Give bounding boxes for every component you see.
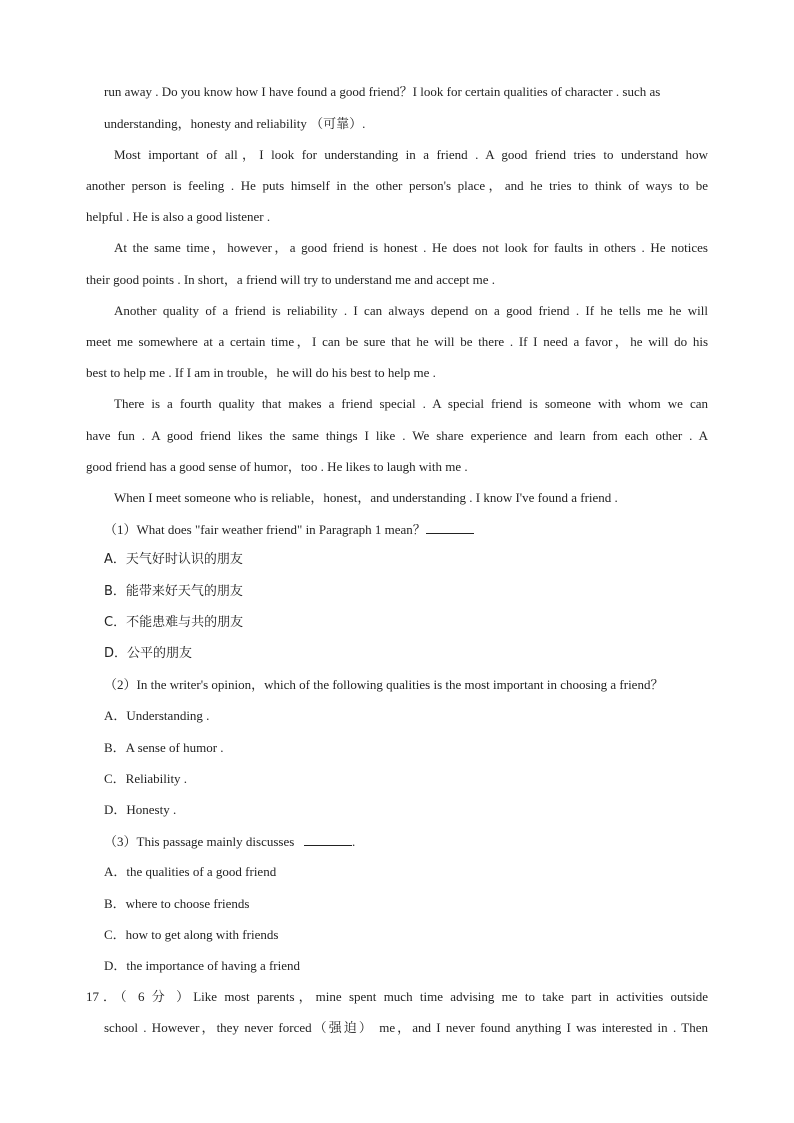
passage-line: run away . Do you know how I have found a good friend？I look for certain qualities of character . such as bbox=[104, 84, 661, 99]
passage-line: have fun . A good friend likes the same things I like . We share experience and learn from each other . A bbox=[86, 428, 708, 443]
answer-option: D．Honesty . bbox=[104, 802, 177, 817]
answer-option: B．where to choose friends bbox=[104, 896, 250, 911]
answer-option: C．how to get along with friends bbox=[104, 927, 279, 942]
answer-option: B．能带来好天气的朋友 bbox=[104, 584, 243, 599]
answer-option: C．不能患难与共的朋友 bbox=[104, 615, 244, 630]
answer-blank bbox=[304, 833, 352, 846]
passage-line: helpful . He is also a good listener . bbox=[86, 209, 271, 224]
question-stem: （3）This passage mainly discusses . bbox=[104, 834, 356, 849]
passage-line: At the same time，however，a good friend is honest . He does not look for faults in others . He notices bbox=[114, 240, 708, 255]
passage-line: meet me somewhere at a certain time，I can be sure that he will be there . If I need a favor，he will do his bbox=[86, 334, 708, 349]
passage-line: Another quality of a friend is reliability . I can always depend on a good friend . If he tells me he will bbox=[114, 303, 708, 318]
passage-line: There is a fourth quality that makes a friend special . A special friend is someone with whom we can bbox=[114, 396, 708, 411]
question-stem: （1）What does "fair weather friend" in Paragraph 1 mean？ bbox=[104, 521, 474, 538]
passage-line: best to help me . If I am in trouble，he will do his best to help me . bbox=[86, 365, 436, 380]
passage-line: understanding，honesty and reliability （可靠）. bbox=[104, 116, 366, 131]
passage-line: Most important of all，I look for understanding in a friend . A good friend tries to understand how bbox=[114, 147, 708, 162]
passage-line: When I meet someone who is reliable，honest，and understanding . I know I've found a friend . bbox=[114, 490, 618, 505]
question-17-line: 17．（ 6 分 ）Like most parents，mine spent much time advising me to take part in activities outside bbox=[86, 989, 708, 1004]
passage-line: good friend has a good sense of humor，too . He likes to laugh with me . bbox=[86, 459, 468, 474]
answer-option: A．天气好时认识的朋友 bbox=[104, 552, 243, 567]
answer-option: A．the qualities of a good friend bbox=[104, 864, 277, 879]
question-17-line: school . However，they never forced（强迫） me，and I never found anything I was interested in . Then bbox=[104, 1020, 708, 1035]
question-stem: （2）In the writer's opinion，which of the following qualities is the most important in choosing a friend？ bbox=[104, 677, 664, 692]
passage-line: their good points . In short，a friend will try to understand me and accept me . bbox=[86, 272, 496, 287]
answer-option: D．公平的朋友 bbox=[104, 646, 193, 661]
answer-option: D．the importance of having a friend bbox=[104, 958, 301, 973]
answer-blank bbox=[426, 521, 474, 534]
passage-line: another person is feeling . He puts himself in the other person's place，and he tries to think of ways to be bbox=[86, 178, 708, 193]
answer-option: B．A sense of humor . bbox=[104, 740, 224, 755]
answer-option: A．Understanding . bbox=[104, 708, 210, 723]
answer-option: C．Reliability . bbox=[104, 771, 188, 786]
